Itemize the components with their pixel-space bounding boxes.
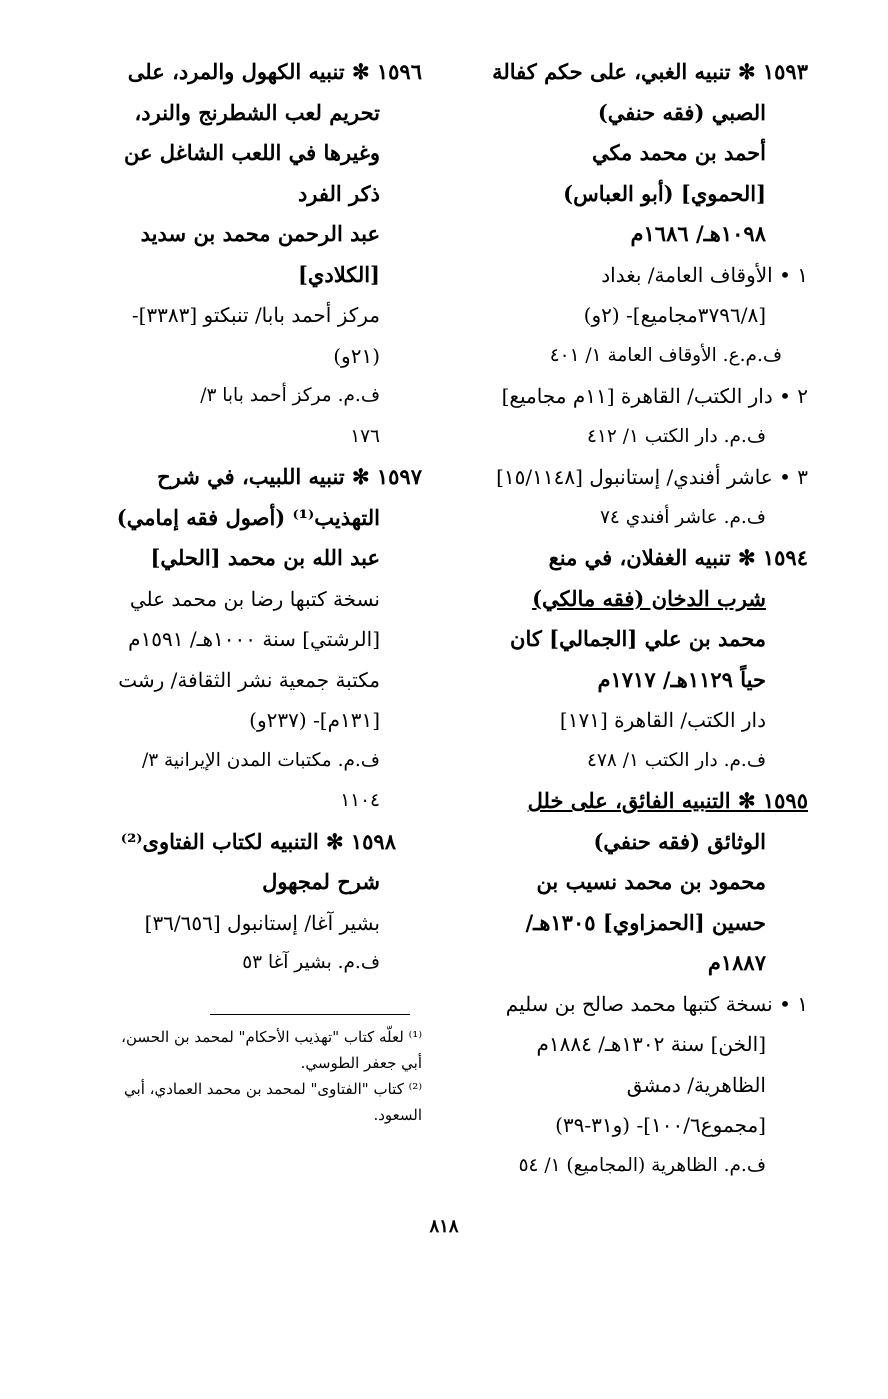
text-line: ذكر الفرد xyxy=(297,180,380,206)
text-line: التهذيب⁽¹⁾ (أصول فقه إمامي) xyxy=(116,504,380,530)
text-line: شرح لمجهول xyxy=(262,869,380,894)
text-line: ف.م. مركز أحمد بابا ٣/ xyxy=(200,385,380,406)
text-line: ١٥٩٨ ✻ التنبيه لكتاب الفتاوى⁽²⁾ xyxy=(120,828,396,854)
text-line: [الخن] سنة ١٣٠٢هـ/ ١٨٨٤م xyxy=(536,1032,766,1056)
text-line: ٢ • دار الكتب/ القاهرة [١١م مجاميع] xyxy=(501,384,808,408)
text-line: ف.م.ع. الأوقاف العامة ١/ ٤٠١ xyxy=(549,344,782,366)
text-line: [٣٧٩٦/٨مجاميع]- (٢و) xyxy=(583,303,766,327)
text-line: مركز أحمد بابا/ تنبكتو [٣٣٨٣]- xyxy=(131,303,380,327)
text-line: تحريم لعب الشطرنج والنرد، xyxy=(134,99,380,125)
page-number: ٨١٨ xyxy=(429,1216,459,1237)
footnote-line: ⁽¹⁾ لعلّه كتاب "تهذيب الأحكام" لمحمد بن الحسن، xyxy=(121,1028,422,1046)
text-line: ف.م. دار الكتب ١/ ٤١٢ xyxy=(587,425,766,447)
footnote-line: أبي جعفر الطوسي. xyxy=(300,1054,422,1072)
text-line: نسخة كتبها رضا بن محمد علي xyxy=(129,586,380,611)
text-line: ١٧٦ xyxy=(350,425,380,447)
text-line: ١٥٩٤ ✻ تنبيه الغفلان، في منع xyxy=(548,545,808,570)
text-line: ١٥٩٦ ✻ تنبيه الكهول والمرد، على xyxy=(127,59,422,84)
text-line: ١٨٨٧م xyxy=(707,950,766,975)
text-line: [١٣١م]- (٢٣٧و) xyxy=(249,708,380,732)
text-line: (٢١و) xyxy=(333,343,380,368)
text-line: [الكلادي] xyxy=(297,261,380,287)
text-line: دار الكتب/ القاهرة [١٧١] xyxy=(559,708,766,732)
text-line: شرب الدخان (فقه مالكي) xyxy=(532,585,766,611)
text-line: ١٥٩٧ ✻ تنبيه اللبيب، في شرح xyxy=(157,464,422,489)
text-line: الصبي (فقه حنفي) xyxy=(597,99,766,125)
text-line: ف.م. الظاهرية (المجاميع) ١/ ٥٤ xyxy=(518,1154,766,1176)
footnote-line: ⁽²⁾ كتاب "الفتاوى" لمحمد بن محمد العمادي، أبي xyxy=(124,1080,422,1098)
text-line: ١٥٩٥ ✻ التنبيه الفائق، على خلل xyxy=(527,788,808,813)
right-column xyxy=(468,52,808,1186)
text-line: ١ • الأوقاف العامة/ بغداد xyxy=(601,262,808,287)
text-line: عبد الله بن محمد [الحلي] xyxy=(150,545,380,570)
text-line: مكتبة جمعية نشر الثقافة/ رشت xyxy=(118,667,380,692)
text-line: الظاهرية/ دمشق xyxy=(626,1072,766,1097)
text-line: أحمد بن محمد مكي xyxy=(591,140,766,165)
text-line: الوثائق (فقه حنفي) xyxy=(593,828,766,854)
text-line: وغيرها في اللعب الشاغل عن xyxy=(123,140,380,165)
text-line: حسين [الحمزاوي] ١٣٠٥هـ/ xyxy=(525,909,766,935)
text-line: ف.م. دار الكتب ١/ ٤٧٨ xyxy=(587,749,766,771)
text-line: محمد بن علي [الجمالي] كان xyxy=(510,626,766,651)
footnote-line: السعود. xyxy=(373,1106,422,1124)
footnotes xyxy=(72,1024,422,1128)
text-line: ف.م. مكتبات المدن الإيرانية ٣/ xyxy=(141,749,380,771)
text-line: ١٥٩٣ ✻ تنبيه الغبي، على حكم كفالة xyxy=(492,59,808,84)
text-line: [مجموع١٠٠/٦]- (و٣١-٣٩) xyxy=(555,1113,766,1137)
text-line: ٣ • عاشر أفندي/ إستانبول [١٥/١١٤٨] xyxy=(496,465,808,489)
text-line: ف.م. عاشر أفندي ٧٤ xyxy=(599,506,766,528)
text-line: ١١٠٤ xyxy=(340,790,380,811)
text-line: ١ • نسخة كتبها محمد صالح بن سليم xyxy=(505,991,808,1016)
footnote-separator xyxy=(210,1014,410,1015)
text-line: حياً ١١٢٩هـ/ ١٧١٧م xyxy=(597,666,766,692)
text-line: محمود بن محمد نسيب بن xyxy=(536,869,766,894)
text-line: بشير آغا/ إستانبول [٣٦/٦٥٦] xyxy=(144,910,380,935)
text-line: عبد الرحمن محمد بن سديد xyxy=(140,221,380,246)
left-column xyxy=(72,52,422,984)
text-line: ١٠٩٨هـ/ ١٦٨٦م xyxy=(630,221,766,246)
text-line: ف.م. بشير آغا ٥٣ xyxy=(242,952,380,973)
text-line: [الرشتي] سنة ١٠٠٠هـ/ ١٥٩١م xyxy=(128,627,380,651)
text-line: [الحموي] (أبو العباس) xyxy=(563,180,766,206)
